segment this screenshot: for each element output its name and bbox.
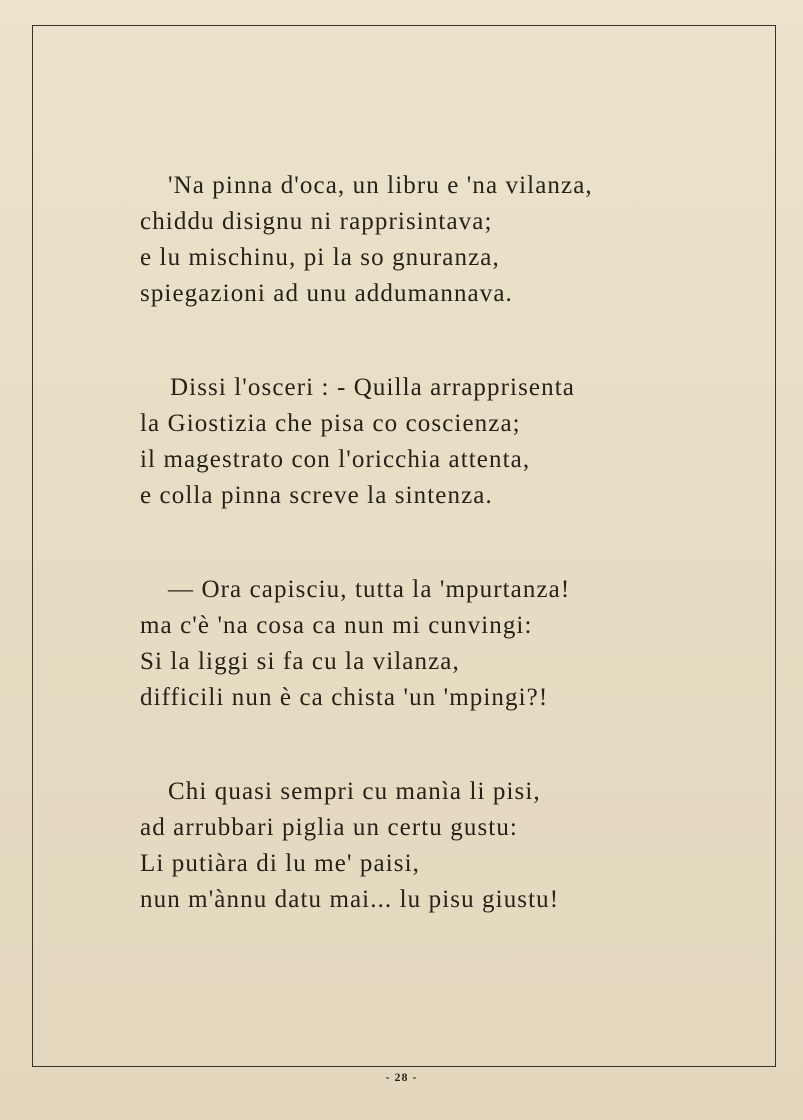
poem-line: spiegazioni ad unu addumannava. <box>140 280 513 307</box>
poem-line: e colla pinna screve la sintenza. <box>140 482 493 509</box>
poem-line: — Ora capisciu, tutta la 'mpurtanza! <box>168 576 571 603</box>
poem-line: e lu mischinu, pi la so gnuranza, <box>140 244 500 271</box>
poem-line: ad arrubbari piglia un certu gustu: <box>140 814 518 841</box>
stanza-1 <box>140 168 740 312</box>
poem-line: 'Na pinna d'oca, un libru e 'na vilanza, <box>168 172 593 199</box>
poem-line: chiddu disignu ni rapprisintava; <box>140 208 493 235</box>
page-number: - 28 - <box>385 1070 418 1084</box>
poem-line: difficili nun è ca chista 'un 'mpingi?! <box>140 684 549 711</box>
poem-line: il magestrato con l'oricchia attenta, <box>140 446 531 473</box>
poem-line: Dissi l'osceri : - Quilla arrapprisenta <box>170 374 575 401</box>
stanza-4 <box>140 774 740 918</box>
poem-line: Chi quasi sempri cu manìa li pisi, <box>168 778 541 805</box>
poem-line: Si la liggi si fa cu la vilanza, <box>140 648 460 675</box>
stanza-2 <box>140 370 740 514</box>
poem <box>140 168 740 976</box>
poem-line: ma c'è 'na cosa ca nun mi cunvingi: <box>140 612 533 639</box>
poem-line: la Giostizia che pisa co coscienza; <box>140 410 521 437</box>
poem-line: nun m'ànnu datu mai... lu pisu giustu! <box>140 886 560 913</box>
poem-line: Li putiàra di lu me' paisi, <box>140 850 420 877</box>
stanza-3 <box>140 572 740 716</box>
